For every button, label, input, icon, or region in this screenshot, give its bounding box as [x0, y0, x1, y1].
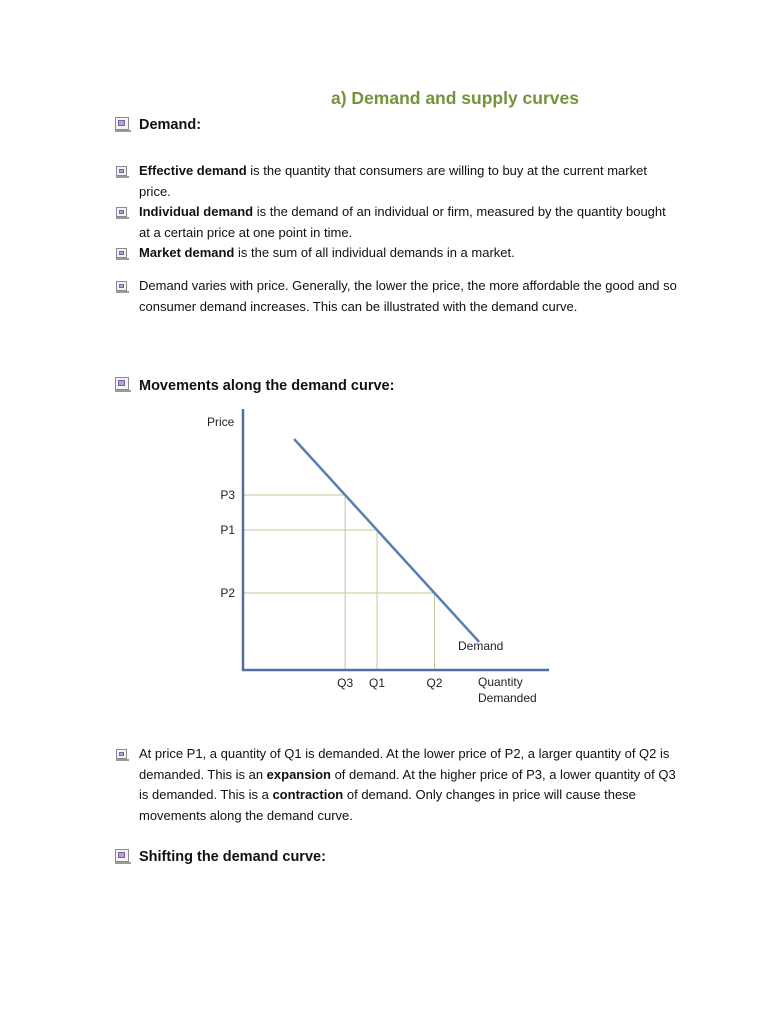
- tick-labels: [220, 488, 443, 690]
- tick-label-p2: P2: [220, 586, 235, 600]
- tick-label-q2: Q2: [426, 676, 443, 690]
- text: of demand. Only changes in price will cause these movements along the demand curve.: [139, 787, 636, 823]
- definition-text: is the quantity that consumers are willing to buy at the current market price.: [139, 163, 647, 199]
- demand-paragraph: Demand varies with price. Generally, the lower the price, the more affordable the good and so consumer demand increases. This can be illustrated with the demand curve.: [139, 278, 677, 314]
- definition-text: is the demand of an individual or firm, measured by the quantity bought at a certain price at one point in time.: [139, 204, 666, 240]
- tick-label-q1: Q1: [369, 676, 386, 690]
- tick-label-q3: Q3: [337, 676, 354, 690]
- text: At price P1, a quantity of Q1 is demanded. At the lower price of P2, a larger quantity of Q2 is demanded. This is an: [139, 746, 670, 782]
- section-heading-demand: Demand:: [139, 117, 202, 133]
- tick-label-p3: P3: [220, 488, 235, 502]
- definition-text: is the sum of all individual demands in a market.: [234, 245, 515, 260]
- x-axis-label-line1: Quantity: [478, 675, 523, 689]
- movement-explanation: [139, 744, 679, 826]
- page-title: a) Demand and supply curves: [331, 88, 579, 108]
- term: Market demand: [139, 245, 235, 260]
- term: Effective demand: [139, 163, 247, 178]
- section-heading-movements: Movements along the demand curve:: [139, 378, 395, 394]
- term-expansion: expansion: [266, 766, 331, 782]
- term: Individual demand: [139, 204, 254, 219]
- section-heading-shifting: Shifting the demand curve:: [139, 849, 326, 865]
- text: of demand. At the higher price of P3, a lower quantity of Q3 is demanded. This is a: [139, 766, 676, 802]
- demand-curve: [294, 439, 479, 642]
- series-label-demand: Demand: [458, 639, 504, 653]
- tick-label-p1: P1: [220, 523, 235, 537]
- term-contraction: contraction: [272, 787, 344, 802]
- bullet-icon: [115, 849, 129, 862]
- x-axis-label-line2: Demanded: [478, 691, 537, 705]
- bullet-icon: [116, 749, 127, 759]
- y-axis-label: Price: [207, 415, 235, 429]
- guide-lines: [243, 495, 434, 670]
